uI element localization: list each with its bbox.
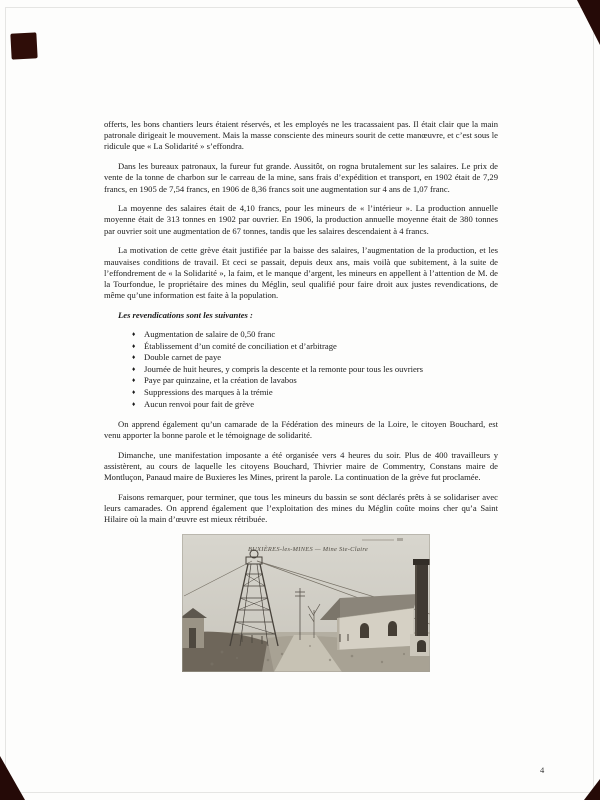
bullet-icon: ♦ (132, 331, 136, 339)
paragraph: Faisons remarquer, pour terminer, que tous les mineurs du bassin se sont déclarés prêts à se solidariser avec leurs camarades. On apprend également que l’exploitation des mines du Méglin coûte moins cher qu’a Saint Hilaire où la main d’œuvre est mieux rétribuée. (104, 491, 498, 525)
list-item (132, 399, 498, 411)
list-item (132, 387, 498, 399)
scan-corner-mark (0, 756, 25, 800)
paragraph: Dans les bureaux patronaux, la fureur fut grande. Aussitôt, on rogna brutalement sur les salaires. Le prix de vente de la tonne de charbon sur le carreau de la mine, sans frais d’expédition et transport, en 1902 était de 7,29 francs, en 1905 de 7,54 francs, en 1906 de 8,36 francs soit une augmentation sur 4 ans de 1,07 franc. (104, 161, 498, 194)
list-item (132, 375, 498, 387)
bullet-icon: ♦ (132, 389, 136, 397)
list-item-text: Augmentation de salaire de 0,50 franc (144, 329, 276, 340)
list-item (132, 352, 498, 364)
text-column (104, 119, 498, 672)
bullet-icon: ♦ (132, 365, 136, 373)
paragraph: On apprend également qu’un camarade de la Fédération des mineurs de la Loire, le citoyen Bouchard, est venu apporter la bonne parole et le témoignage de solidarité. (104, 418, 498, 440)
photo-caption: BUXIÈRES-les-MINES — Mine Ste-Claire (247, 545, 369, 553)
mine-photo-image (182, 534, 430, 672)
scan-corner-mark (10, 32, 37, 59)
list-item-text: Journée de huit heures, y compris la descente et la remonte pour tous les ouvriers (144, 363, 423, 374)
section-heading: Les revendications sont les suivantes : (118, 309, 253, 320)
scan-corner-mark (584, 779, 600, 800)
paragraph: offerts, les bons chantiers leurs étaient réservés, et les employés ne les tracassaient pas. Il était clair que la main patronale dirigeait le mouvement. Mais la masse consciente des mineurs sourit de cette manœuvre, et c’est sous le ridicule que « La Solidarité » s’effondra. (104, 119, 498, 152)
scan-corner-mark (577, 0, 600, 45)
list-item-text: Double carnet de paye (144, 352, 222, 363)
bullet-icon: ♦ (132, 354, 136, 362)
list-item-text: Aucun renvoi pour fait de grève (144, 398, 255, 409)
list-item (132, 364, 498, 376)
paragraph: La motivation de cette grève était justifiée par la baisse des salaires, l’augmentation de la production, et les mauvaises conditions de travail. Et ceci se passait, depuis deux ans, mais voilà que subitement, à la suite de l’effondrement de « la Solidarité », la faim, et le manque d’argent, les mineurs en appellent à l’attention de M. de la Tourfondue, le propriétaire des mines du Méglin, seul qualifié pour faire droit aux justes revendications, de même qu’une information est faite à la population. (104, 245, 498, 301)
demands-list (104, 329, 498, 410)
paragraph: La moyenne des salaires était de 4,10 francs, pour les mineurs de « l’intérieur ». La production annuelle moyenne était de 313 tonnes en 1902 par ouvrier. En 1906, la production annuelle moyenne était de 380 tonnes par ouvrier soit une augmentation de 67 tonnes, tandis que les salaires descendaient à 4 francs. (104, 203, 498, 236)
bullet-icon: ♦ (132, 377, 136, 385)
list-item-text: Établissement d’un comité de conciliation et d’arbitrage (144, 340, 337, 351)
bullet-icon: ♦ (132, 342, 136, 350)
list-item (132, 341, 498, 353)
bullet-icon: ♦ (132, 400, 136, 408)
list-item (132, 329, 498, 341)
mine-photo (182, 534, 430, 672)
list-item-text: Suppressions des marques à la trémie (144, 387, 273, 398)
list-item-text: Paye par quinzaine, et la création de lavabos (144, 375, 297, 386)
paragraph: Dimanche, une manifestation imposante a été organisée vers 4 heures du soir. Plus de 400 travailleurs y assistèrent, au cours de laquelle les citoyens Bouchard, Thivrier maire de Commentry, Constans maire de Montluçon, Panaud maire de Buxieres les Mines, prirent la parole. La continuation de la grève fut proclamée. (104, 449, 498, 483)
page-number: 4 (540, 765, 545, 775)
